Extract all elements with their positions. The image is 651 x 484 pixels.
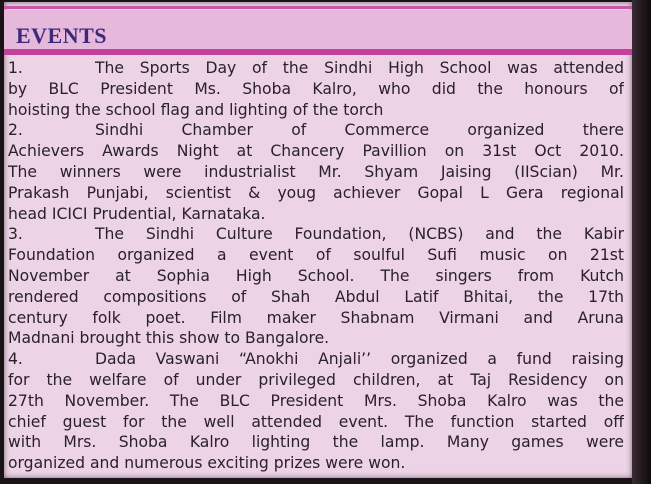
event-text: Achievers Awards Night at Chancery Pavillion on 31st Oct 2010. (8, 142, 624, 161)
event-text: organized and numerous exciting prizes were won. (8, 454, 406, 473)
top-border (4, 6, 632, 9)
event-text: with Mrs. Shoba Kalro lighting the lamp. Many games were (8, 433, 624, 452)
event-text: The Sindhi Culture Foundation, (NCBS) and the Kabir (95, 225, 624, 244)
event-item (8, 224, 624, 349)
event-text: hoisting the school flag and lighting of the torch (8, 100, 384, 119)
event-line (8, 245, 624, 266)
page-edge-shadow (632, 0, 651, 484)
header-divider (4, 49, 632, 55)
event-line (8, 162, 624, 183)
event-text: Sindhi Chamber of Commerce organized there (95, 121, 624, 140)
event-line (8, 370, 624, 391)
section-title: EVENTS (16, 23, 108, 48)
event-text: 27th November. The BLC President Mrs. Shoba Kalro was the (8, 391, 624, 410)
event-text: November at Sophia High School. The singers from Kutch (8, 266, 624, 285)
event-item (8, 349, 624, 474)
event-line (8, 287, 624, 308)
event-item (8, 120, 624, 224)
event-line (8, 204, 624, 225)
event-text: Prakash Punjabi, scientist & youg achiever Gopal L Gera regional (8, 183, 624, 202)
event-number: 4. (8, 350, 23, 369)
event-text: Dada Vaswani “Anokhi Anjali’’ organized a fund raising (95, 350, 624, 369)
event-text: The winners were industrialist Mr. Shyam Jaising (IIScian) Mr. (8, 162, 624, 181)
event-text: chief guest for the well attended event. The function started off (8, 412, 624, 431)
events-list (8, 58, 624, 474)
events-panel (4, 2, 632, 478)
event-line (8, 120, 624, 141)
event-line (8, 141, 624, 162)
event-number: 3. (8, 225, 23, 244)
event-text: for the welfare of under privileged children, at Taj Residency on (8, 370, 624, 389)
event-line (8, 349, 624, 370)
event-line (8, 100, 624, 121)
event-line (8, 412, 624, 433)
event-text: Madnani brought this show to Bangalore. (8, 329, 330, 348)
event-text: by BLC President Ms. Shoba Kalro, who did the honours of (8, 79, 624, 98)
event-text: century folk poet. Film maker Shabnam Virmani and Aruna (8, 308, 624, 327)
event-text: Foundation organized a event of soulful Sufi music on 21st (8, 246, 624, 265)
event-number: 1. (8, 59, 23, 77)
event-text: head ICICI Prudential, Karnataka. (8, 204, 266, 223)
event-line (8, 58, 624, 79)
event-line (8, 79, 624, 100)
event-line (8, 432, 624, 453)
event-text: rendered compositions of Shah Abdul Latif Bhitai, the 17th (8, 287, 624, 306)
event-item (8, 58, 624, 120)
event-line (8, 453, 624, 474)
event-line (8, 328, 624, 349)
event-line (8, 224, 624, 245)
event-number: 2. (8, 121, 23, 140)
event-line (8, 183, 624, 204)
event-line (8, 266, 624, 287)
event-line (8, 308, 624, 329)
event-line (8, 391, 624, 412)
event-text: The Sports Day of the Sindhi High School was attended (95, 59, 624, 77)
header-band (4, 10, 632, 50)
